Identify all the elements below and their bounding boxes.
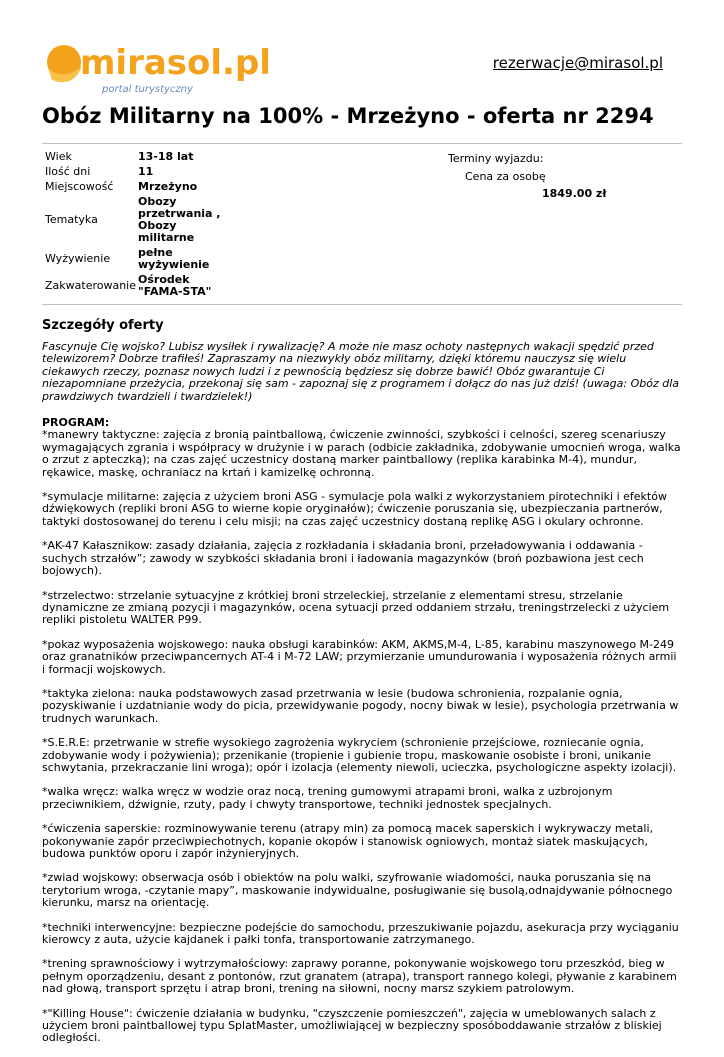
info-label: Wyżywienie	[45, 252, 111, 265]
program-item: *zwiad wojskowy: obserwacja osób i obiektów na polu walki, szyfrowanie wiadomości, nauka poruszania się na terytorium wroga, -czytanie mapy”, maskowanie indywidualne, posługiwanie się busolą,odnajdywanie północnego kierunku, marsz na orientację.	[42, 871, 673, 910]
page-header	[0, 0, 724, 100]
info-value: 11	[138, 165, 154, 178]
logo-tagline: portal turystyczny	[102, 84, 193, 95]
program-item: *pokaz wyposażenia wojskowego: nauka obsługi karabinków: AKM, AKMS,M-4, L-85, karabinu maszynowego M-249 oraz granatników przeciwpancernych AT-4 i M-72 LAW; przymierzanie umundurowania i wyposażenia różnych armii i formacji wojskowych.	[42, 637, 677, 676]
divider-top	[42, 143, 682, 144]
info-value: pełne wyżywienie	[138, 246, 210, 271]
info-label: Wiek	[45, 150, 72, 163]
email-link[interactable]: rezerwacje@mirasol.pl	[492, 54, 663, 72]
info-label: Miejscowość	[45, 180, 114, 193]
info-label: Tematyka	[45, 213, 98, 226]
program-item: *AK-47 Kałasznikow: zasady działania, zajęcia z rozkładania i składania broni, przeładowywania i oddawania -suchych strzałów”; zawody w szybkości składania broni i ładowania magazynków (broń pozbawiona jest cech bojowych).	[42, 539, 644, 578]
page-title: Obóz Militarny na 100% - Mrzeżyno - oferta nr 2294	[42, 104, 654, 128]
info-value: Ośrodek "FAMA-STA"	[138, 273, 212, 298]
sun-logo-icon	[44, 36, 274, 96]
intro-paragraph: Fascynuje Cię wojsko? Lubisz wysiłek i rywalizację? A może nie masz ochoty następnych wakacji spędzić przed telewizorem? Dobrze trafiłeś! Zapraszamy na niezwykły obóz militarny, dzięki któremu nauczysz się wielu ciekawych rzeczy, poznasz nowych ludzi i z pewnością będziesz się dobrze bawić! Obóz gwarantuje Ci niezapomniane przeżycia, przekonaj się sam - zapoznaj się z programem i dołącz do nas już dziś! (uwaga: Obóz dla prawdziwych twardzieli i twardzielek!)	[42, 340, 680, 403]
program-item: *techniki interwencyjne: bezpieczne podejście do samochodu, przeszukiwanie pojazdu, asekuracja przy wyciąganiu kierowcy z auta, użycie kajdanek i pałki tonfa, transportowanie zatrzymanego.	[42, 920, 679, 947]
info-value: Mrzeżyno	[138, 180, 198, 193]
info-row-location	[44, 180, 237, 195]
program-item: *ćwiczenia saperskie: rozminowywanie terenu (atrapy min) za pomocą macek saperskich i wykrywaczy metali, pokonywanie zapór przeciwpiechotnych, kopanie okopów i stanowisk ogniowych, montaż siatek maskujących, budowa punktów oporu i zapór inżynieryjnych.	[42, 822, 653, 860]
info-row-theme	[44, 195, 237, 246]
price-label: Cena za osobę	[465, 170, 546, 183]
terms-label: Terminy wyjazdu:	[448, 152, 544, 165]
program-item: *"Killing House": ćwiczenie działania w budynku, "czyszczenie pomieszczeń", zajęcia w umeblowanych salach z użyciem broni paintballowej typu SplatMaster, umożliwiającej w bezpieczny sposóboddawanie strzałów z bliskiej odległości.	[42, 1006, 662, 1045]
info-row-days	[44, 165, 237, 180]
mirasol-logo[interactable]	[44, 36, 274, 96]
info-label: Ilość dni	[45, 165, 91, 178]
divider-middle	[42, 304, 682, 305]
info-row-food	[44, 246, 237, 273]
details-heading: Szczegóły oferty	[42, 318, 164, 333]
offer-info-table	[44, 150, 237, 300]
info-label: Zakwaterowanie	[45, 279, 137, 292]
info-row-age	[44, 150, 237, 165]
program-item: *symulacje militarne: zajęcia z użyciem broni ASG - symulacje pola walki z wykorzystaniem pirotechniki i efektów dźwiękowych (repliki broni ASG to wierne kopie oryginałów); ćwiczenie poruszania się, ubezpieczania partnerów, taktyki dostosowanej do terenu i celu misji; na czas zajęć uczestnicy dostaną replikę ASG i okulary ochronne.	[42, 490, 667, 528]
program-item: *S.E.R.E: przetrwanie w strefie wysokiego zagrożenia wykryciem (schronienie przejściowe, rozniecanie ognia, zdobywanie wody i pożywienia); przenikanie (tropienie i gubienie tropu, maskowanie osobiste i broni, unikanie schwytania, przekraczanie lini wroga); opór i izolacja (elementy niewoli, ucieczka, psychologiczne aspekty izolacji).	[42, 736, 677, 774]
info-value: 13-18 lat	[138, 150, 194, 163]
program-heading: PROGRAM:	[42, 416, 110, 430]
info-value: Obozy przetrwania , Obozy militarne	[138, 195, 221, 244]
program-item: *walka wręcz: walka wręcz w wodzie oraz nocą, trening gumowymi atrapami broni, walka z uzbrojonym przeciwnikiem, dźwignie, rzuty, pady i chwyty transportowe, techniki jednostek specjalnych.	[42, 785, 613, 811]
info-row-accommodation	[44, 273, 237, 300]
logo-text: mirasol.pl	[80, 43, 271, 83]
offer-description	[42, 341, 682, 1057]
price-value: 1849.00 zł	[542, 187, 607, 200]
program-item: *manewry taktyczne: zajęcia z bronią paintballową, ćwiczenie zwinności, szybkości i celności, szereg scenariuszy wymagających zgrania i współpracy w drużynie i w parach (odbicie zakładnika, zdobywanie umocnień wroga, walka o zrzut z apteczką); na czas zajęć uczestnicy dostaną marker paintballowy (replika karabinka M-4), mundur, rękawice, maskę, ochraniacz na krtań i kamizelkę ochronną.	[42, 428, 681, 479]
program-item: *strzelectwo: strzelanie sytuacyjne z krótkiej broni strzeleckiej, strzelanie z elementami stresu, strzelanie dynamiczne ze zmianą pozycji i magazynków, ocena sytuacji przed oddaniem strzału, treningstrzelecki z użyciem repliki pistoletu WALTER P99.	[42, 588, 670, 627]
program-item: *trening sprawnościowy i wytrzymałościowy: zaprawy poranne, pokonywanie wojskowego toru przeszkód, bieg w pełnym oporządzeniu, desant z pontonów, rzut granatem (atrapa), transport rannego kolegi, pływanie z karabinem nad głową, transport sprzętu i atrap broni, trening na siłowni, nocny marsz szykiem patrolowym.	[42, 957, 677, 996]
program-item: *taktyka zielona: nauka podstawowych zasad przetrwania w lesie (budowa schronienia, rozpalanie ognia, pozyskiwanie i uzdatnianie wody do picia, przewidywanie pogody, nocny biwak w lesie), psychologia przetrwania w trudnych warunkach.	[42, 686, 679, 725]
